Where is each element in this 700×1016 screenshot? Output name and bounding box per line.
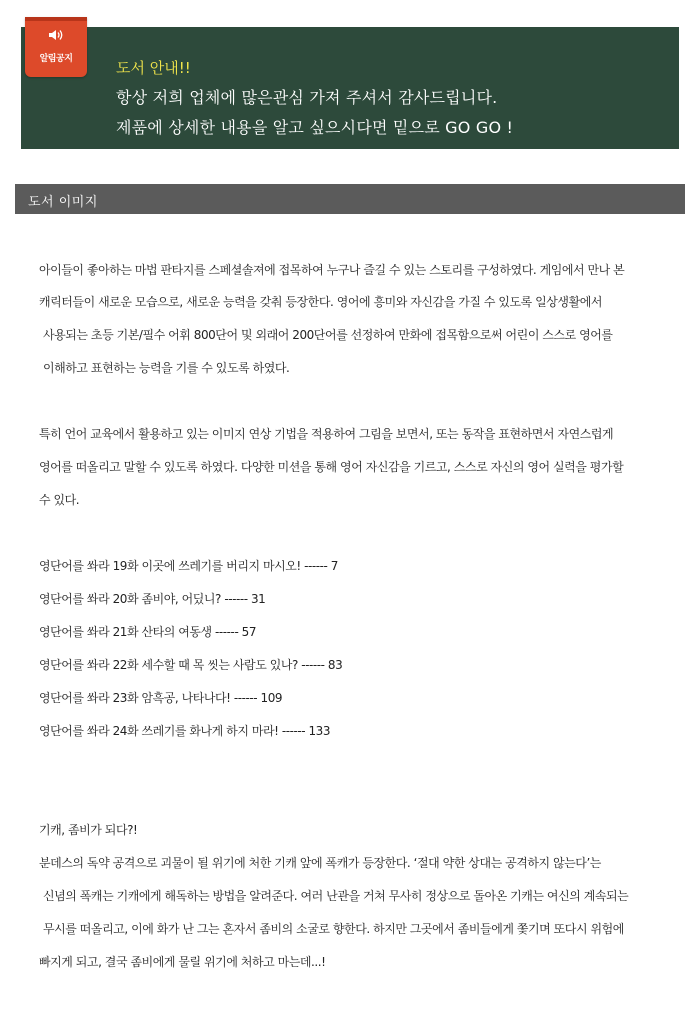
toc-item: 영단어를 쏴라 22화 세수할 때 목 씻는 사람도 있나? ------ 83 [39, 658, 343, 672]
section-title: 도서 이미지 [28, 195, 98, 210]
story-line: 빠지게 되고, 결국 좀비에게 물릴 위기에 처하고 마는데...! [39, 955, 326, 969]
notice-banner [21, 27, 679, 149]
method-line: 영어를 떠올리고 말할 수 있도록 하였다. 다양한 미션을 통해 영어 자신감을 기르고, 스스로 자신의 영어 실력을 평가할 [39, 460, 624, 474]
method-line: 특히 언어 교육에서 활용하고 있는 이미지 연상 기법을 적용하여 그림을 보면서, 또는 동작을 표현하면서 자연스럽게 [39, 427, 614, 441]
intro-line: 사용되는 초등 기본/필수 어휘 800단어 및 외래어 200단어를 선정하여 만화에 접목함으로써 어린이 스스로 영어를 [43, 328, 613, 342]
notice-line: 항상 저희 업체에 많은관심 가져 주셔서 감사드립니다. [116, 88, 498, 107]
intro-line: 이해하고 표현하는 능력을 기를 수 있도록 하였다. [43, 361, 290, 375]
toc-item: 영단어를 쏴라 23화 암흑공, 나타나다! ------ 109 [39, 691, 283, 705]
method-line: 수 있다. [39, 493, 80, 507]
notice-line: 제품에 상세한 내용을 알고 싶으시다면 밑으로 GO GO ! [116, 118, 514, 137]
notice-badge [25, 17, 87, 77]
toc-item: 영단어를 쏴라 19화 이곳에 쓰레기를 버리지 마시오! ------ 7 [39, 559, 338, 573]
notice-badge-label: 알림공지 [39, 54, 73, 64]
section-header [15, 184, 685, 214]
speaker-icon [47, 28, 65, 42]
toc-item: 영단어를 쏴라 24화 쓰레기를 화나게 하지 마라! ------ 133 [39, 724, 331, 738]
intro-line: 캐릭터들이 새로운 모습으로, 새로운 능력을 갖춰 등장한다. 영어에 흥미와 자신감을 가질 수 있도록 일상생활에서 [39, 295, 603, 309]
intro-line: 아이들이 좋아하는 마법 판타지를 스페셜솔져에 접목하여 누구나 즐길 수 있는 스토리를 구성하였다. 게임에서 만나 본 [39, 263, 625, 277]
toc-item: 영단어를 쏴라 21화 산타의 여동생 ------ 57 [39, 625, 257, 639]
story-line: 분데스의 독약 공격으로 괴물이 될 위기에 처한 기캐 앞에 폭캐가 등장한다. ‘절대 약한 상대는 공격하지 않는다’는 [39, 856, 601, 870]
story-heading: 기캐, 좀비가 되다?! [39, 823, 138, 837]
story-line: 신념의 폭캐는 기캐에게 해독하는 방법을 알려준다. 여러 난관을 거쳐 무사히 정상으로 돌아온 기캐는 여신의 계속되는 [43, 889, 629, 903]
toc-item: 영단어를 쏴라 20화 좀비야, 어딨니? ------ 31 [39, 592, 266, 606]
story-line: 무시를 떠올리고, 이에 화가 난 그는 혼자서 좀비의 소굴로 향한다. 하지만 그곳에서 좀비들에게 쫓기며 또다시 위험에 [43, 922, 624, 936]
notice-title: 도서 안내!! [116, 59, 191, 77]
